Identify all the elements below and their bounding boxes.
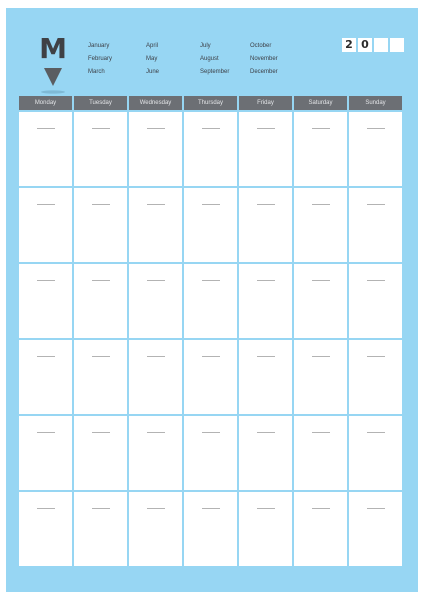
date-placeholder-line [92,356,110,357]
date-placeholder-line [257,356,275,357]
date-placeholder-line [92,128,110,129]
logo-letter: M [39,32,67,65]
day-cell[interactable] [349,188,402,262]
date-placeholder-line [37,204,55,205]
day-cell[interactable] [19,264,72,338]
day-cell[interactable] [129,264,182,338]
day-header: Monday [19,96,72,110]
month-list [88,42,300,77]
date-placeholder-line [257,128,275,129]
date-placeholder-line [367,356,385,357]
day-cell[interactable] [129,416,182,490]
day-cell[interactable] [74,492,127,566]
date-placeholder-line [92,280,110,281]
month-label[interactable]: January [88,43,110,49]
day-cell[interactable] [349,416,402,490]
day-cell[interactable] [184,340,237,414]
day-cell[interactable] [294,492,347,566]
date-placeholder-line [147,432,165,433]
date-placeholder-line [367,204,385,205]
month-label[interactable]: May [146,56,158,62]
day-cell[interactable] [239,264,292,338]
year-digit-box[interactable] [374,38,388,52]
month-label[interactable]: March [88,69,105,75]
day-cell[interactable] [74,416,127,490]
date-placeholder-line [202,432,220,433]
month-label[interactable]: June [146,69,160,75]
date-placeholder-line [92,204,110,205]
date-placeholder-line [257,508,275,509]
day-header: Friday [239,96,292,110]
month-label[interactable]: September [200,69,230,75]
day-header: Saturday [294,96,347,110]
day-cell[interactable] [19,492,72,566]
day-cell[interactable] [349,492,402,566]
date-placeholder-line [37,432,55,433]
date-placeholder-line [312,508,330,509]
day-cell[interactable] [19,340,72,414]
date-placeholder-line [367,508,385,509]
date-placeholder-line [367,128,385,129]
date-placeholder-line [202,508,220,509]
day-cell[interactable] [184,188,237,262]
month-label[interactable]: November [250,56,278,62]
day-cell[interactable] [239,492,292,566]
month-logo [35,33,71,97]
day-cell[interactable] [74,264,127,338]
calendar-sheet [6,8,418,592]
day-cell[interactable] [294,340,347,414]
date-placeholder-line [37,508,55,509]
year-field [342,38,404,52]
date-placeholder-line [202,128,220,129]
day-cell[interactable] [19,416,72,490]
day-cell[interactable] [19,112,72,186]
date-placeholder-line [37,280,55,281]
day-cell[interactable] [349,112,402,186]
date-placeholder-line [147,204,165,205]
date-placeholder-line [92,432,110,433]
date-placeholder-line [312,204,330,205]
day-cell[interactable] [239,188,292,262]
month-label[interactable]: April [146,43,159,49]
date-placeholder-line [37,356,55,357]
arrow-down-icon [35,33,71,97]
date-placeholder-line [202,280,220,281]
day-cell[interactable] [294,416,347,490]
date-placeholder-line [147,128,165,129]
year-digit-box[interactable]: 2 [342,38,356,52]
day-cell[interactable] [294,188,347,262]
date-placeholder-line [147,280,165,281]
date-placeholder-line [202,356,220,357]
month-label[interactable]: July [200,43,211,49]
date-placeholder-line [367,432,385,433]
day-header: Tuesday [74,96,127,110]
month-label[interactable]: December [250,69,278,75]
day-cell[interactable] [19,188,72,262]
year-digit-box[interactable]: 0 [358,38,372,52]
calendar-grid [19,96,402,566]
date-placeholder-line [312,356,330,357]
day-cell[interactable] [129,188,182,262]
day-cell[interactable] [74,112,127,186]
day-header: Sunday [349,96,402,110]
date-placeholder-line [312,432,330,433]
date-placeholder-line [257,280,275,281]
date-placeholder-line [147,508,165,509]
day-cell[interactable] [129,112,182,186]
day-cell[interactable] [74,340,127,414]
month-label[interactable]: August [200,56,219,62]
year-digit-box[interactable] [390,38,404,52]
day-header: Wednesday [129,96,182,110]
day-cell[interactable] [129,340,182,414]
date-placeholder-line [257,432,275,433]
month-label[interactable]: February [88,56,113,62]
day-cell[interactable] [184,264,237,338]
day-cell[interactable] [294,112,347,186]
day-cell[interactable] [74,188,127,262]
day-cell[interactable] [239,112,292,186]
date-placeholder-line [147,356,165,357]
day-cell[interactable] [184,492,237,566]
date-placeholder-line [367,280,385,281]
date-placeholder-line [257,204,275,205]
date-placeholder-line [202,204,220,205]
day-cell[interactable] [184,112,237,186]
date-placeholder-line [312,128,330,129]
day-cell[interactable] [129,492,182,566]
day-cell[interactable] [184,416,237,490]
day-cell[interactable] [239,340,292,414]
day-cell[interactable] [349,340,402,414]
date-placeholder-line [312,280,330,281]
date-placeholder-line [92,508,110,509]
day-cell[interactable] [349,264,402,338]
day-cell[interactable] [239,416,292,490]
month-label[interactable]: October [250,43,272,49]
day-cell[interactable] [294,264,347,338]
date-placeholder-line [37,128,55,129]
day-header: Thursday [184,96,237,110]
